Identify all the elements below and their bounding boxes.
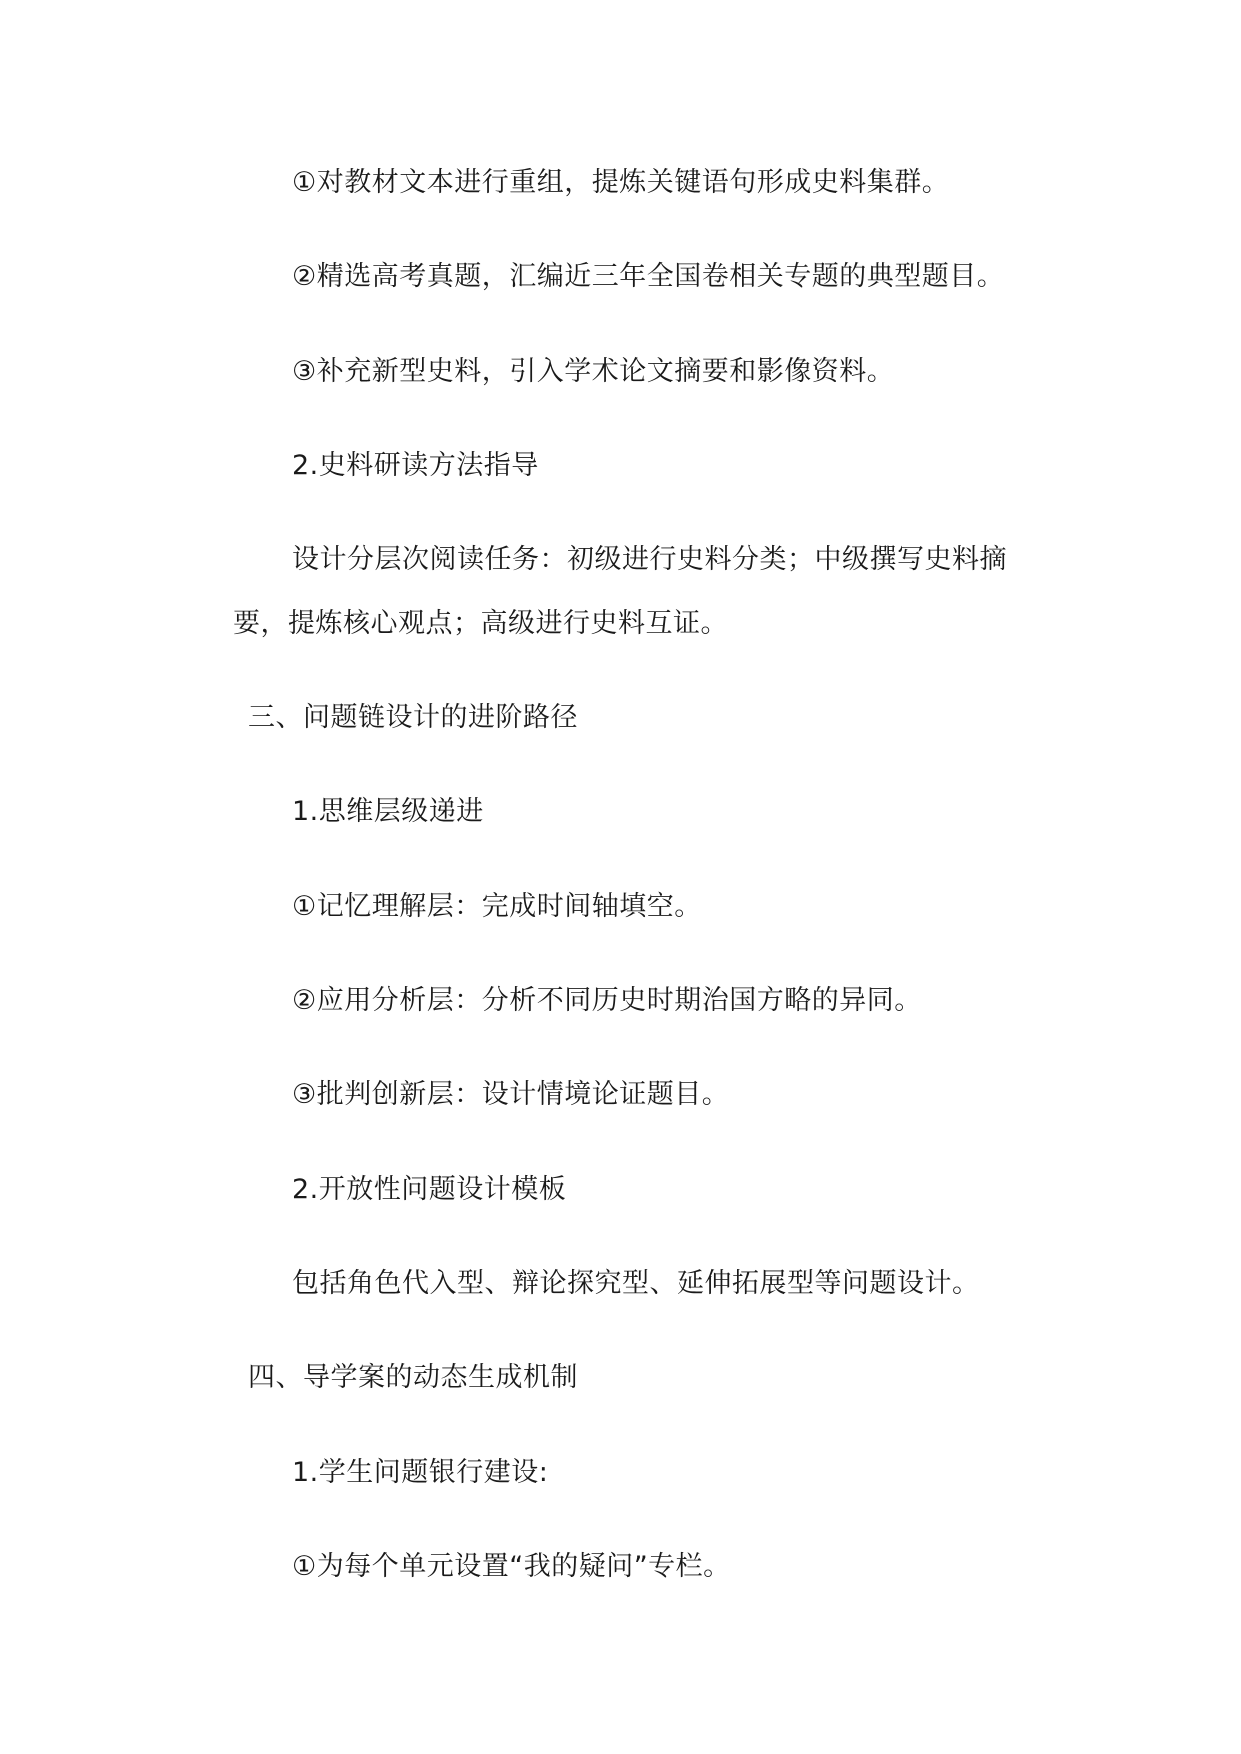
- subheading-thinking-levels: 1.思维层级递进: [292, 796, 484, 827]
- subheading-reading-method: 2.史料研读方法指导: [292, 450, 539, 481]
- list-item-exam-questions: ②精选高考真题，汇编近三年全国卷相关专题的典型题目。: [292, 261, 1005, 292]
- list-item-memory-level: ①记忆理解层：完成时间轴填空。: [292, 891, 702, 922]
- paragraph-reading-tasks-line-1: 设计分层次阅读任务：初级进行史料分类；中级撰写史料摘: [292, 544, 1007, 575]
- list-item-critical-level: ③批判创新层：设计情境论证题目。: [292, 1079, 730, 1110]
- paragraph-question-types: 包括角色代入型、辩论探究型、延伸拓展型等问题设计。: [292, 1268, 980, 1299]
- list-item-restructure-text: ①对教材文本进行重组，提炼关键语句形成史料集群。: [292, 167, 950, 198]
- list-item-analysis-level: ②应用分析层：分析不同历史时期治国方略的异同。: [292, 985, 922, 1016]
- list-item-my-questions: ①为每个单元设置“我的疑问”专栏。: [292, 1551, 731, 1582]
- list-item-new-materials: ③补充新型史料，引入学术论文摘要和影像资料。: [292, 356, 895, 387]
- paragraph-reading-tasks-line-2: 要，提炼核心观点；高级进行史料互证。: [233, 608, 728, 639]
- subheading-open-questions: 2.开放性问题设计模板: [292, 1174, 567, 1205]
- subheading-question-bank: 1.学生问题银行建设:: [292, 1457, 549, 1488]
- section-heading-question-chain: 三、问题链设计的进阶路径: [248, 702, 578, 733]
- section-heading-dynamic-generation: 四、导学案的动态生成机制: [248, 1362, 578, 1393]
